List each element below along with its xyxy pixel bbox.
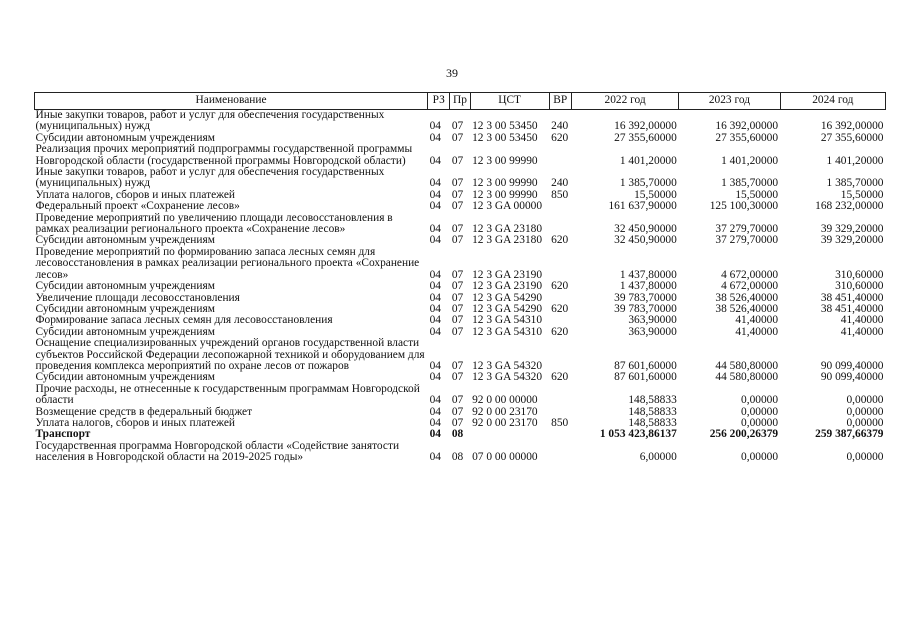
row-cst: 12 3 GA 23190 — [472, 268, 543, 281]
row-2023: 0,00000 — [741, 416, 779, 429]
row-vr: 620 — [551, 371, 569, 384]
row-2024: 15,50000 — [840, 188, 884, 201]
row-vr: 620 — [551, 302, 569, 315]
row-2024: 90 099,40000 — [820, 371, 884, 384]
row-vr: 240 — [551, 177, 569, 190]
table-row — [35, 110, 886, 133]
row-2022: 39 783,70000 — [614, 291, 677, 304]
row-rz: 04 — [429, 234, 441, 247]
row-2023: 44 580,80000 — [715, 359, 779, 372]
row-rz: 04 — [429, 188, 441, 201]
row-2022: 32 450,90000 — [614, 234, 677, 247]
row-2024: 90 099,40000 — [820, 359, 884, 372]
row-pr: 07 — [451, 302, 464, 315]
row-2023: 0,00000 — [741, 394, 779, 407]
row-2024: 310,60000 — [835, 268, 884, 281]
row-2022: 15,50000 — [634, 188, 677, 201]
row-2022: 148,58833 — [628, 405, 677, 418]
row-pr: 07 — [451, 120, 464, 133]
row-cst: 12 3 GA 54320 — [472, 371, 543, 384]
header-rz: РЗ — [428, 93, 450, 110]
row-name: Уплата налогов, сборов и иных платежей — [35, 188, 235, 201]
row-name: Формирование запаса лесных семян для лесовосстановления — [35, 314, 333, 327]
row-name: Федеральный проект «Сохранение лесов» — [35, 200, 240, 213]
row-2023: 125 100,30000 — [709, 200, 779, 213]
row-2023: 0,00000 — [741, 451, 779, 464]
row-cst — [470, 429, 549, 440]
table-row — [35, 281, 886, 292]
row-2024: 39 329,20000 — [820, 223, 884, 236]
row-2022: 1 401,20000 — [619, 154, 677, 167]
row-cst: 12 3 GA 54310 — [472, 314, 543, 327]
row-pr: 07 — [451, 223, 464, 236]
row-pr: 07 — [451, 188, 464, 201]
row-2023: 1 401,20000 — [721, 154, 779, 167]
row-2024: 41,40000 — [840, 314, 884, 327]
row-vr — [549, 247, 571, 281]
row-vr: 620 — [551, 325, 569, 338]
table-row — [35, 315, 886, 326]
row-name: Субсидии автономным учреждениям — [35, 302, 215, 315]
row-2023: 41,40000 — [735, 325, 779, 338]
row-pr: 07 — [451, 280, 464, 293]
row-name: Увеличение площади лесовосстановления — [35, 291, 240, 304]
row-2022: 148,58833 — [628, 416, 677, 429]
row-2023: 37 279,70000 — [715, 234, 779, 247]
row-2024: 0,00000 — [846, 405, 884, 418]
row-name: Транспорт — [35, 428, 91, 441]
row-vr: 620 — [551, 234, 569, 247]
row-pr: 07 — [451, 371, 464, 384]
table-row — [35, 247, 886, 281]
row-cst: 12 3 00 53450 — [472, 131, 538, 144]
row-name: Возмещение средств в федеральный бюджет — [35, 405, 253, 418]
row-2023: 38 526,40000 — [715, 302, 779, 315]
row-name: Субсидии автономным учреждениям — [35, 131, 215, 144]
row-2024: 0,00000 — [846, 394, 884, 407]
row-vr — [549, 315, 571, 326]
row-cst: 12 3 00 99990 — [472, 188, 538, 201]
row-cst: 92 0 00 23170 — [472, 416, 538, 429]
page-number: 39 — [446, 66, 458, 80]
row-pr: 07 — [451, 325, 464, 338]
row-2023: 37 279,70000 — [715, 223, 779, 236]
row-2023: 38 526,40000 — [715, 291, 779, 304]
row-vr: 240 — [551, 120, 569, 133]
row-pr: 08 — [451, 451, 464, 464]
row-cst: 12 3 GA 54290 — [472, 291, 543, 304]
row-2023: 15,50000 — [735, 188, 779, 201]
table-row — [35, 338, 886, 372]
row-2024: 27 355,60000 — [820, 131, 884, 144]
row-rz: 04 — [429, 223, 441, 236]
row-2024: 38 451,40000 — [820, 302, 884, 315]
table-row — [35, 213, 886, 236]
header-cst: ЦСТ — [470, 93, 549, 110]
row-pr: 07 — [451, 416, 464, 429]
row-pr: 07 — [451, 200, 464, 213]
header-2024: 2024 год — [780, 93, 885, 110]
row-2024: 39 329,20000 — [820, 234, 884, 247]
row-2022: 1 385,70000 — [619, 177, 677, 190]
row-rz: 04 — [429, 268, 441, 281]
row-2024: 16 392,00000 — [820, 120, 884, 133]
row-2022: 39 783,70000 — [614, 302, 677, 315]
row-cst: 12 3 GA 23180 — [472, 234, 543, 247]
row-pr: 07 — [451, 394, 464, 407]
row-pr: 07 — [451, 314, 464, 327]
row-vr — [549, 201, 571, 212]
row-vr: 620 — [551, 131, 569, 144]
row-cst: 92 0 00 00000 — [472, 394, 538, 407]
row-vr — [549, 441, 571, 464]
row-name: Реализация прочих мероприятий подпрограммы государственной программы Новгородской области (государственной программы Новгородской области) — [35, 143, 413, 167]
row-2022: 16 392,00000 — [614, 120, 677, 133]
row-rz: 04 — [429, 405, 441, 418]
row-2024: 41,40000 — [840, 325, 884, 338]
row-2022: 32 450,90000 — [614, 223, 677, 236]
row-2023: 44 580,80000 — [715, 371, 779, 384]
row-vr — [549, 338, 571, 372]
row-rz: 04 — [429, 416, 441, 429]
row-2022: 1 437,80000 — [619, 268, 677, 281]
row-rz: 04 — [429, 280, 441, 293]
row-cst: 12 3 GA 23180 — [472, 223, 543, 236]
row-2024: 168 232,00000 — [815, 200, 884, 213]
header-2022: 2022 год — [571, 93, 678, 110]
row-name: Субсидии автономным учреждениям — [35, 325, 215, 338]
row-cst: 12 3 GA 00000 — [472, 200, 543, 213]
row-2023: 256 200,26379 — [709, 428, 779, 441]
row-vr — [549, 144, 571, 167]
row-rz: 04 — [429, 177, 441, 190]
row-pr: 07 — [451, 177, 464, 190]
budget-table — [34, 92, 886, 464]
row-cst: 92 0 00 23170 — [472, 405, 538, 418]
row-rz: 04 — [429, 131, 441, 144]
row-name: Проведение мероприятий по формированию запаса лесных семян для лесовосстановления в рамках реализации регионального проекта «Сохранение лесов» — [35, 245, 420, 281]
row-2022: 6,00000 — [639, 451, 677, 464]
row-rz: 04 — [429, 154, 441, 167]
row-2022: 1 437,80000 — [619, 280, 677, 293]
table-header-row — [35, 93, 886, 110]
row-name: Государственная программа Новгородской области «Содействие занятости населения в Новгородской области на 2019-2025 годы» — [35, 439, 400, 464]
row-2022: 161 637,90000 — [608, 200, 677, 213]
row-rz: 04 — [429, 325, 441, 338]
header-pr: Пр — [450, 93, 470, 110]
row-name: Субсидии автономным учреждениям — [35, 234, 215, 247]
row-2023: 4 672,00000 — [721, 268, 779, 281]
row-vr: 850 — [551, 188, 569, 201]
row-cst: 07 0 00 00000 — [472, 451, 538, 464]
row-2022: 363,90000 — [628, 325, 677, 338]
row-cst: 12 3 GA 54320 — [472, 359, 543, 372]
table-row — [35, 441, 886, 464]
row-2022: 148,58833 — [628, 394, 677, 407]
row-vr — [549, 213, 571, 236]
row-pr: 07 — [451, 131, 464, 144]
row-cst: 12 3 00 99990 — [472, 177, 538, 190]
row-rz: 04 — [429, 451, 441, 464]
row-rz: 04 — [429, 200, 441, 213]
row-2024: 0,00000 — [846, 416, 884, 429]
row-cst: 12 3 GA 54310 — [472, 325, 543, 338]
row-name: Субсидии автономным учреждениям — [35, 371, 215, 384]
row-2023: 0,00000 — [741, 405, 779, 418]
row-vr: 620 — [551, 280, 569, 293]
row-name: Проведение мероприятий по увеличению площади лесовосстановления в рамках реализации регионального проекта «Сохранение лесов» — [35, 211, 393, 236]
row-vr — [549, 429, 571, 440]
row-rz: 04 — [429, 291, 441, 304]
row-name: Уплата налогов, сборов и иных платежей — [35, 416, 235, 429]
row-2022: 87 601,60000 — [614, 359, 677, 372]
row-2024: 38 451,40000 — [820, 291, 884, 304]
table-row — [35, 144, 886, 167]
table-row — [35, 384, 886, 407]
row-rz: 04 — [429, 428, 441, 441]
row-cst: 12 3 GA 23190 — [472, 280, 543, 293]
row-2024: 310,60000 — [835, 280, 884, 293]
row-name: Иные закупки товаров, работ и услуг для обеспечения государственных (муниципальных) нужд — [35, 109, 385, 133]
row-2023: 41,40000 — [735, 314, 779, 327]
row-2022: 27 355,60000 — [614, 131, 677, 144]
row-2022: 1 053 423,86137 — [599, 428, 677, 441]
row-pr: 07 — [451, 268, 464, 281]
row-pr: 07 — [451, 359, 464, 372]
row-pr: 08 — [451, 428, 464, 441]
row-pr: 07 — [451, 291, 464, 304]
row-name: Иные закупки товаров, работ и услуг для обеспечения государственных (муниципальных) нужд — [35, 166, 385, 190]
row-2023: 16 392,00000 — [715, 120, 779, 133]
row-2022: 363,90000 — [628, 314, 677, 327]
row-2024: 259 387,66379 — [815, 428, 884, 441]
row-pr: 07 — [451, 154, 464, 167]
table-row — [35, 201, 886, 212]
row-pr: 07 — [451, 234, 464, 247]
row-cst: 12 3 GA 54290 — [472, 302, 543, 315]
table-row — [35, 167, 886, 190]
row-2024: 0,00000 — [846, 451, 884, 464]
row-pr: 07 — [451, 405, 464, 418]
row-cst: 12 3 00 53450 — [472, 120, 538, 133]
row-name: Прочие расходы, не отнесенные к государственным программам Новгородской области — [35, 382, 420, 407]
row-vr: 850 — [551, 416, 569, 429]
row-2022: 87 601,60000 — [614, 371, 677, 384]
row-rz: 04 — [429, 302, 441, 315]
row-2024: 1 401,20000 — [826, 154, 884, 167]
row-2024: 1 385,70000 — [826, 177, 884, 190]
row-2023: 1 385,70000 — [721, 177, 779, 190]
header-2023: 2023 год — [679, 93, 780, 110]
row-rz: 04 — [429, 359, 441, 372]
header-name: Наименование — [35, 93, 428, 110]
row-name: Субсидии автономным учреждениям — [35, 280, 215, 293]
row-name: Оснащение специализированных учреждений органов государственной власти субъектов Российской Федерации лесопожарной техникой и оборудованием для проведения комплекса мероприятий по охране лесов от пожаров — [35, 337, 425, 372]
row-rz: 04 — [429, 314, 441, 327]
row-2023: 4 672,00000 — [721, 280, 779, 293]
row-rz: 04 — [429, 120, 441, 133]
row-2023: 27 355,60000 — [715, 131, 779, 144]
header-vr: ВР — [549, 93, 571, 110]
row-rz: 04 — [429, 371, 441, 384]
row-rz: 04 — [429, 394, 441, 407]
row-vr — [549, 384, 571, 407]
row-cst: 12 3 00 99990 — [472, 154, 538, 167]
